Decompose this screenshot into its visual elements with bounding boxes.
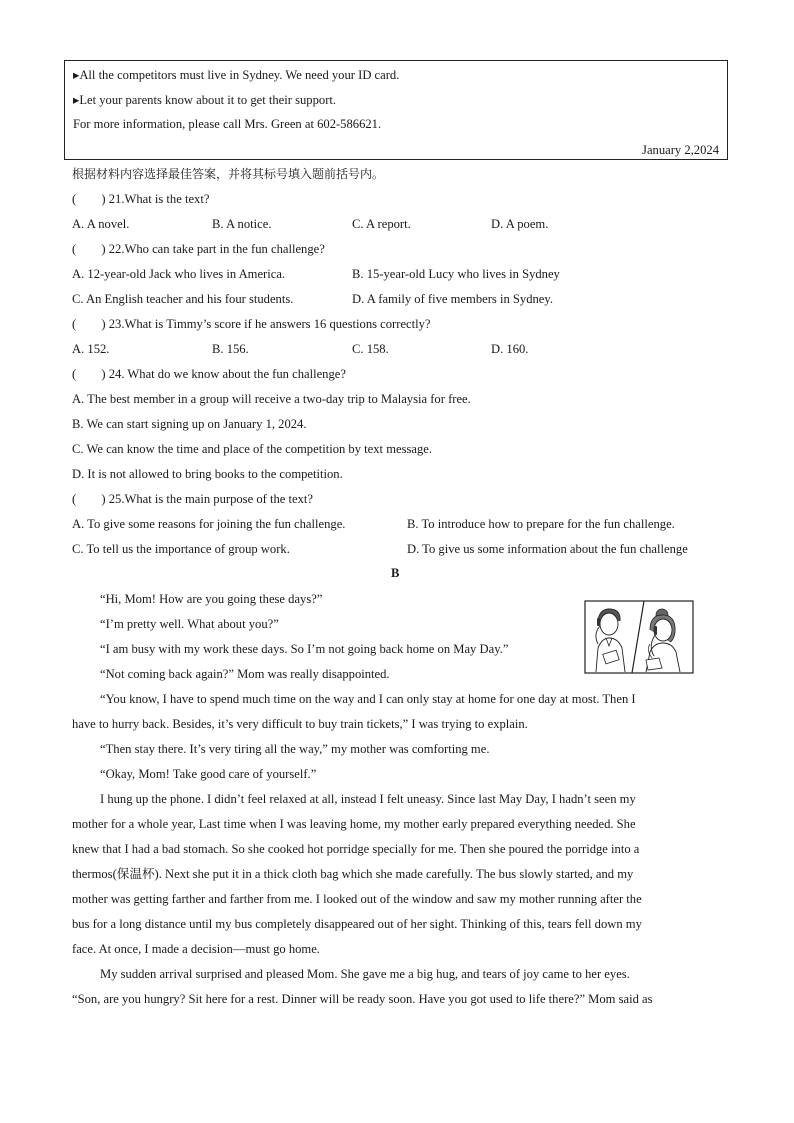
q25-option-b: B. To introduce how to prepare for the fun challenge. [407, 517, 675, 531]
notice-line-2: ▸Let your parents know about it to get their support. [73, 93, 337, 107]
passage-line-17: “Son, are you hungry? Sit here for a rest. Dinner will be ready soon. Have you got used to life there?” Mom said as [72, 992, 653, 1006]
question-22: ( ) 22.Who can take part in the fun challenge? [72, 242, 325, 256]
passage-line-6: have to hurry back. Besides, it’s very difficult to buy train tickets,” I was trying to explain. [72, 717, 528, 731]
q23-option-c: C. 158. [352, 342, 389, 356]
notice-box [64, 60, 728, 160]
question-25: ( ) 25.What is the main purpose of the text? [72, 492, 313, 506]
question-23: ( ) 23.What is Timmy’s score if he answers 16 questions correctly? [72, 317, 431, 331]
q24-option-c: C. We can know the time and place of the competition by text message. [72, 442, 433, 456]
notice-line-3: For more information, please call Mrs. Green at 602-586621. [73, 117, 382, 131]
section-b-heading: B [391, 566, 400, 580]
passage-line-13: mother was getting farther and farther from me. I looked out of the window and saw my mother running after the [72, 892, 642, 906]
q24-option-a: A. The best member in a group will receive a two-day trip to Malaysia for free. [72, 392, 471, 406]
passage-line-10: mother for a whole year, Last time when I was leaving home, my mother early prepared everything needed. She [72, 817, 636, 831]
q25-option-c: C. To tell us the importance of group work. [72, 542, 290, 556]
q21-option-c: C. A report. [352, 217, 411, 231]
q22-option-a: A. 12-year-old Jack who lives in America. [72, 267, 286, 281]
passage-line-8: “Okay, Mom! Take good care of yourself.” [100, 767, 317, 781]
passage-line-15: face. At once, I made a decision—must go home. [72, 942, 320, 956]
q25-option-d: D. To give us some information about the fun challenge [407, 542, 688, 556]
q22-option-d: D. A family of five members in Sydney. [352, 292, 554, 306]
question-21: ( ) 21.What is the text? [72, 192, 210, 206]
q23-option-a: A. 152. [72, 342, 110, 356]
passage-line-16: My sudden arrival surprised and pleased Mom. She gave me a big hug, and tears of joy came to her eyes. [100, 967, 630, 981]
passage-line-14: bus for a long distance until my bus completely disappeared out of her sight. Thinking of this, tears fell down my [72, 917, 642, 931]
question-24: ( ) 24. What do we know about the fun challenge? [72, 367, 346, 381]
notice-line-1: ▸All the competitors must live in Sydney. We need your ID card. [73, 68, 400, 82]
passage-line-9: I hung up the phone. I didn’t feel relaxed at all, instead I felt uneasy. Since last May Day, I hadn’t seen my [100, 792, 636, 806]
q25-option-a: A. To give some reasons for joining the fun challenge. [72, 517, 346, 531]
passage-line-4: “Not coming back again?” Mom was really disappointed. [100, 667, 390, 681]
passage-line-1: “Hi, Mom! How are you going these days?” [100, 592, 323, 606]
q22-option-b: B. 15-year-old Lucy who lives in Sydney [352, 267, 560, 281]
passage-line-7: “Then stay there. It’s very tiring all the way,” my mother was comforting me. [100, 742, 490, 756]
q21-option-a: A. A novel. [72, 217, 130, 231]
passage-line-11: knew that I had a bad stomach. So she cooked hot porridge specially for me. Then she poured the porridge into a [72, 842, 640, 856]
q23-option-b: B. 156. [212, 342, 249, 356]
passage-line-12: thermos(保温杯). Next she put it in a thick cloth bag which she made carefully. The bus slowly started, and my [72, 867, 634, 881]
passage-line-5: “You know, I have to spend much time on the way and I can only stay at home for one day at most. Then I [100, 692, 636, 706]
notice-date: January 2,2024 [642, 143, 719, 157]
passage-line-3: “I am busy with my work these days. So I’m not going back home on May Day.” [100, 642, 509, 656]
passage-line-2: “I’m pretty well. What about you?” [100, 617, 279, 631]
instruction: 根据材料内容选择最佳答案，并将其标号填入题前括号内。 [72, 167, 385, 181]
q22-option-c: C. An English teacher and his four students. [72, 292, 294, 306]
q24-option-d: D. It is not allowed to bring books to the competition. [72, 467, 343, 481]
phone-call-illustration [584, 600, 694, 674]
q21-option-d: D. A poem. [491, 217, 549, 231]
q23-option-d: D. 160. [491, 342, 529, 356]
q24-option-b: B. We can start signing up on January 1, 2024. [72, 417, 307, 431]
q21-option-b: B. A notice. [212, 217, 272, 231]
